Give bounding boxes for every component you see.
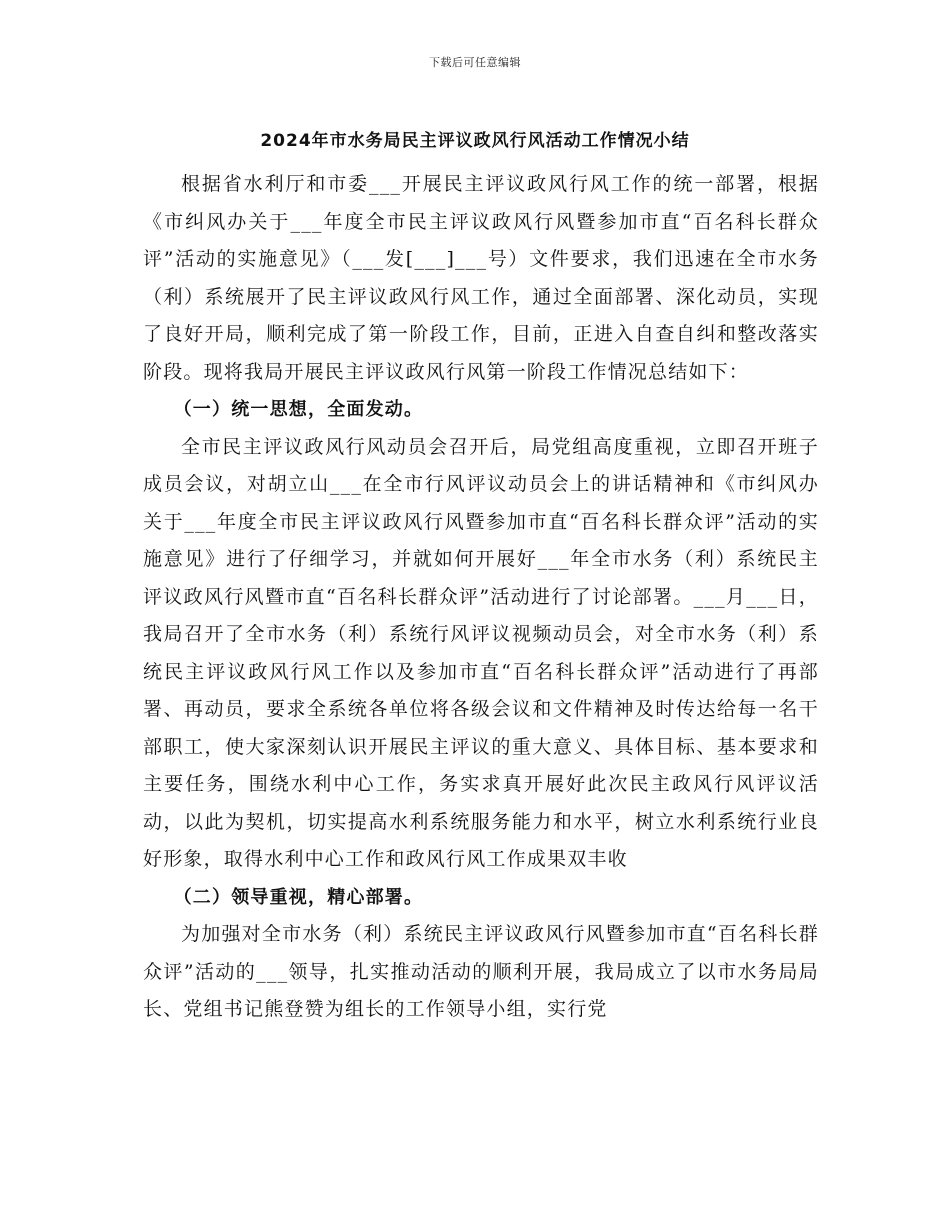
document-body	[143, 166, 819, 1029]
paragraph-section-1: 全市民主评议政风行风动员会召开后，局党组高度重视，立即召开班子成员会议，对胡立山___在全市行风评议动员会上的讲话精神和《市纠风办关于___年度全市民主评议政风行风暨参加市直“百名科长群众评”活动的实施意见》进行了仔细学习，并就如何开展好___年全市水务（利）系统民主评议政风行风暨市直“百名科长群众评”活动进行了讨论部署。___月___日，我局召开了全市水务（利）系统行风评议视频动员会，对全市水务（利）系统民主评议政风行风工作以及参加市直“百名科长群众评”活动进行了再部署、再动员，要求全系统各单位将各级会议和文件精神及时传达给每一名干部职工，使大家深刻认识开展民主评议的重大意义、具体目标、基本要求和主要任务，围绕水利中心工作，务实求真开展好此次民主政风行风评议活动，以此为契机，切实提高水利系统服务能力和水平，树立水利系统行业良好形象，取得水利中心工作和政风行风工作成果双丰收	[143, 435, 819, 870]
paragraph-intro: 根据省水利厅和市委___开展民主评议政风行风工作的统一部署，根据《市纠风办关于___年度全市民主评议政风行风暨参加市直“百名科长群众评”活动的实施意见》（___发[___]___号）文件要求，我们迅速在全市水务（利）系统展开了民主评议政风行风工作，通过全面部署、深化动员，实现了良好开局，顺利完成了第一阶段工作，目前，正进入自查自纠和整改落实阶段。现将我局开展民主评议政风行风第一阶段工作情况总结如下：	[143, 173, 819, 383]
paragraph-section-2: 为加强对全市水务（利）系统民主评议政风行风暨参加市直“百名科长群众评”活动的___领导，扎实推动活动的顺利开展，我局成立了以市水务局局长、党组书记熊登赞为组长的工作领导小组，实行党	[143, 923, 819, 1020]
section-heading-2: （二）领导重视，精心部署。	[173, 886, 424, 908]
document-title: 2024年市水务局民主评议政风行风活动工作情况小结	[260, 131, 690, 151]
section-heading-1: （一）统一思想，全面发动。	[173, 399, 424, 420]
header-note: 下载后可任意编辑	[429, 56, 521, 69]
